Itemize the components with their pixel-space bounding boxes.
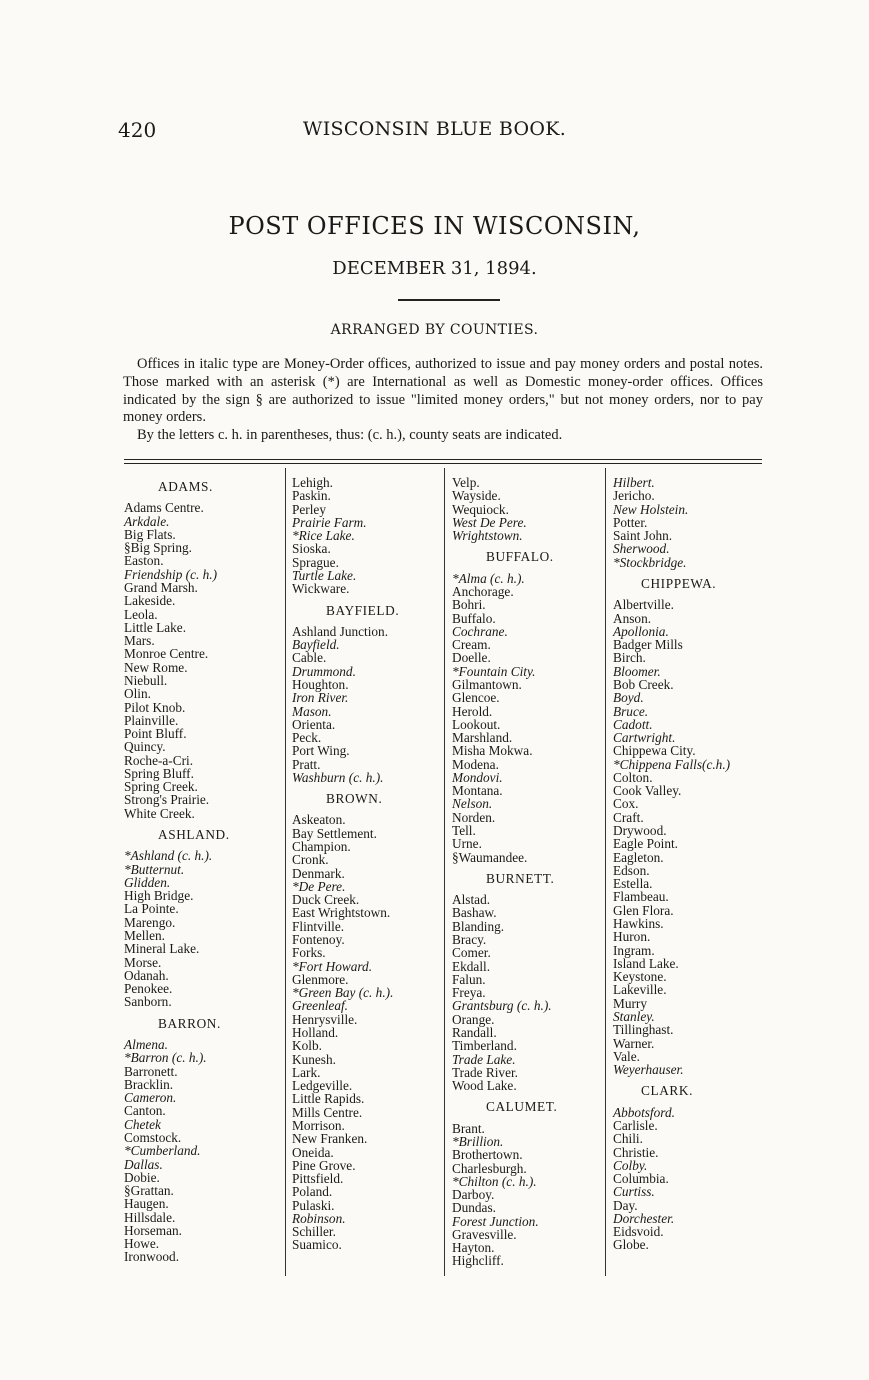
column-divider	[605, 468, 606, 1276]
post-office-entry: Murry	[613, 995, 647, 1011]
intro-paragraph: By the letters c. h. in parentheses, thus: (c. h.), county seats are indicated.	[137, 427, 563, 444]
post-office-entry: Hawkins.	[613, 916, 664, 931]
post-office-entry: Duck Creek.	[292, 892, 360, 908]
page-date: DECEMBER 31, 1894.	[332, 258, 537, 279]
post-office-entry: Bohri.	[452, 597, 486, 613]
post-office-entry: Trade River.	[452, 1064, 518, 1080]
post-office-entry: Pulaski.	[292, 1197, 335, 1213]
post-office-entry: §Big Spring.	[124, 540, 192, 556]
post-office-entry: Wrightstown.	[452, 528, 523, 544]
post-office-entry: Niebull.	[124, 672, 168, 688]
post-office-entry: Sanborn.	[124, 994, 172, 1010]
post-office-entry: Birch.	[613, 650, 646, 666]
post-office-entry: Greenleaf.	[292, 998, 348, 1014]
post-office-entry: Bay Settlement.	[292, 825, 377, 841]
post-office-entry: Brant.	[452, 1120, 485, 1136]
post-office-entry: Pittsfield.	[292, 1171, 344, 1187]
post-office-entry: Warner.	[613, 1035, 655, 1051]
post-office-entry: Little Lake.	[124, 619, 187, 635]
post-office-entry: Big Flats.	[124, 526, 176, 542]
post-office-entry: Weyerhauser.	[613, 1062, 684, 1078]
post-office-entry: Anson.	[613, 610, 652, 626]
post-office-entry: Point Bluff.	[124, 726, 187, 742]
post-office-entry: §Waumandee.	[452, 849, 528, 865]
post-office-entry: Apollonia.	[613, 623, 669, 639]
post-office-entry: Comstock.	[124, 1129, 182, 1145]
post-office-entry: Island Lake.	[613, 955, 679, 971]
post-office-entry: Mondovi.	[452, 769, 503, 785]
post-office-entry: Mills Centre.	[292, 1104, 363, 1120]
post-office-entry: Doelle.	[452, 650, 491, 666]
post-office-entry: Montana.	[452, 783, 503, 799]
post-office-entry: Badger Mills	[613, 637, 683, 653]
post-office-entry: Velp.	[452, 475, 480, 490]
post-office-entry: *De Pere.	[292, 878, 346, 894]
post-office-entry: Carlisle.	[613, 1117, 658, 1133]
post-office-entry: Roche-a-Cri.	[124, 752, 194, 768]
post-office-entry: Plainville.	[124, 712, 179, 728]
post-office-entry: Globe.	[613, 1237, 649, 1253]
post-office-entry: Eagle Point.	[613, 836, 678, 852]
post-office-entry: New Rome.	[124, 659, 188, 675]
post-office-entry: Blanding.	[452, 918, 505, 934]
post-office-entry: Haugen.	[124, 1196, 169, 1212]
intro-text	[123, 356, 763, 445]
post-office-entry: Lehigh.	[292, 475, 333, 490]
post-office-entry: Cadott.	[613, 716, 653, 732]
post-office-entry: Barronett.	[124, 1063, 178, 1079]
column-divider	[444, 468, 445, 1276]
post-office-entry: Vale.	[613, 1048, 640, 1064]
post-office-entry: Glidden.	[124, 874, 171, 890]
post-office-entry: Estella.	[613, 876, 653, 892]
post-office-entry: Bracklin.	[124, 1076, 174, 1092]
post-office-entry: Alstad.	[452, 892, 491, 908]
post-office-entry: Bloomer.	[613, 663, 661, 679]
post-office-entry: Curtiss.	[613, 1184, 655, 1200]
post-office-entry: Marshland.	[452, 730, 513, 746]
intro-paragraph: Offices in italic type are Money-Order offices, authorized to issue and pay money orders and postal notes. Those marked with an asterisk (*) are International as well as Domestic money-order offices. Offices indicated by the sign § are authorized to issue "limited money orders," but not money orders, nor to pay money orders.	[123, 356, 763, 426]
post-office-entry: Jericho.	[613, 488, 655, 504]
post-office-entry: Forest Junction.	[452, 1213, 539, 1229]
post-office-entry: Lakeville.	[613, 982, 667, 998]
post-office-entry: Bashaw.	[452, 905, 497, 921]
post-office-entry: Houghton.	[292, 676, 349, 692]
post-office-entry: East Wrightstown.	[292, 905, 391, 921]
post-office-entry: Askeaton.	[292, 812, 346, 828]
county-heading: BURNETT.	[486, 870, 555, 886]
post-office-entry: Darboy.	[452, 1187, 495, 1203]
post-office-entry: Dobie.	[124, 1169, 160, 1185]
post-office-entry: Herold.	[452, 703, 493, 719]
page-title: POST OFFICES IN WISCONSIN,	[228, 212, 641, 240]
post-office-entry: Ledgeville.	[292, 1078, 353, 1094]
post-office-entry: Keystone.	[613, 969, 667, 985]
post-office-entry: Denmark.	[292, 865, 345, 881]
post-office-entry: Flambeau.	[613, 889, 669, 905]
post-office-entry: Chili.	[613, 1131, 643, 1147]
post-office-entry: *Fort Howard.	[292, 958, 373, 974]
post-office-entry: Timberland.	[452, 1038, 517, 1054]
post-office-entry: *Chippena Falls(c.h.)	[613, 756, 731, 772]
post-office-entry: Washburn (c. h.).	[292, 769, 384, 785]
post-office-entry: Boyd.	[613, 690, 644, 706]
post-office-entry: Misha Mokwa.	[452, 743, 533, 759]
post-office-entry: Edson.	[613, 862, 650, 878]
post-office-entry: *Brillion.	[452, 1133, 504, 1149]
post-office-entry: Arkdale.	[124, 513, 170, 529]
post-office-entry: Lakeside.	[124, 593, 176, 609]
post-office-entry: Ekdall.	[452, 958, 491, 974]
post-office-entry: Grantsburg (c. h.).	[452, 998, 552, 1014]
column-2	[292, 476, 399, 1252]
post-office-entry: Freya.	[452, 985, 486, 1001]
post-office-entry: Bracy.	[452, 932, 487, 947]
post-office-entry: Henrysville.	[292, 1011, 358, 1027]
post-office-entry: Potter.	[613, 514, 648, 530]
post-office-entry: Abbotsford.	[613, 1104, 675, 1120]
post-office-entry: Leola.	[124, 606, 158, 622]
post-office-entry: Saint John.	[613, 528, 673, 544]
post-office-entry: *Alma (c. h.).	[452, 570, 525, 586]
post-office-entry: Orange.	[452, 1011, 495, 1027]
post-office-entry: Randall.	[452, 1024, 497, 1040]
column-4	[613, 476, 730, 1252]
post-office-entry: Sherwood.	[613, 541, 670, 557]
post-office-entry: Cronk.	[292, 852, 329, 868]
post-office-entry: Cartwright.	[613, 730, 676, 746]
post-office-entry: Drummond.	[292, 663, 356, 679]
post-office-entry: Canton.	[124, 1103, 166, 1119]
post-office-entry: Suamico.	[292, 1237, 342, 1253]
post-office-entry: Sioska.	[292, 541, 331, 557]
post-office-entry: Modena.	[452, 756, 499, 772]
post-office-entry: Columbia.	[613, 1171, 669, 1187]
post-office-entry: Eagleton.	[613, 849, 664, 865]
post-office-entry: Charlesburgh.	[452, 1160, 527, 1176]
post-office-entry: *Stockbridge.	[613, 554, 687, 570]
post-office-entry: Olin.	[124, 686, 151, 702]
post-office-entry: Gravesville.	[452, 1226, 517, 1242]
post-office-entry: Colton.	[613, 769, 653, 785]
post-office-entry: *Green Bay (c. h.).	[292, 985, 394, 1001]
post-office-entry: Comer.	[452, 945, 491, 961]
post-office-entry: *Barron (c. h.).	[124, 1050, 207, 1066]
post-office-entry: Mellen.	[124, 928, 165, 943]
post-office-entry: Dundas.	[452, 1200, 496, 1216]
post-office-entry: Nelson.	[452, 796, 493, 812]
post-office-entry: Cochrane.	[452, 623, 508, 639]
post-office-entry: Hayton.	[452, 1240, 495, 1256]
post-office-entry: Robinson.	[292, 1210, 346, 1226]
post-office-entry: White Creek.	[124, 805, 195, 821]
post-office-entry: Lark.	[292, 1064, 321, 1080]
post-office-entry: Easton.	[124, 553, 164, 569]
post-office-entry: Glen Flora.	[613, 902, 674, 918]
post-office-entry: Spring Bluff.	[124, 765, 194, 781]
column-divider	[285, 468, 286, 1276]
post-office-entry: Fontenoy.	[292, 932, 345, 947]
post-office-entry: Cox.	[613, 796, 639, 812]
post-office-entry: Paskin.	[292, 488, 331, 504]
post-office-entry: Peck.	[292, 730, 322, 746]
post-office-entry: Norden.	[452, 809, 496, 825]
post-office-entry: Eidsvoid.	[613, 1224, 664, 1240]
post-office-entry: Chippewa City.	[613, 743, 696, 759]
post-office-entry: Perley	[292, 501, 326, 517]
post-office-entry: La Pointe.	[124, 901, 179, 917]
post-office-entry: High Bridge.	[124, 888, 194, 904]
section-rule	[124, 459, 762, 460]
post-office-entry: *Ashland (c. h.).	[124, 848, 213, 864]
county-heading: BAYFIELD.	[326, 602, 400, 618]
post-office-entry: Ingram.	[613, 942, 655, 958]
post-office-entry: Strong's Prairie.	[124, 792, 210, 808]
column-3	[452, 476, 557, 1268]
post-office-entry: Schiller.	[292, 1224, 336, 1240]
post-office-entry: Cameron.	[124, 1090, 177, 1106]
post-office-entry: Holland.	[292, 1024, 339, 1040]
post-office-entry: *Butternut.	[124, 861, 185, 877]
post-office-entry: Bayfield.	[292, 637, 340, 653]
post-office-entry: Orienta.	[292, 716, 336, 732]
county-heading: BUFFALO.	[486, 549, 554, 565]
post-office-entry: §Grattan.	[124, 1183, 174, 1199]
post-office-entry: Cook Valley.	[613, 783, 682, 799]
post-office-entry: Morrison.	[292, 1117, 345, 1133]
post-office-entry: Drywood.	[613, 823, 667, 839]
post-office-entry: Pilot Knob.	[124, 699, 186, 715]
section-rule	[124, 463, 762, 464]
post-office-entry: Champion.	[292, 839, 351, 855]
post-office-entry: Craft.	[613, 809, 644, 825]
title-rule	[398, 299, 500, 301]
post-office-entry: Chetek	[124, 1116, 161, 1132]
post-office-entry: Glencoe.	[452, 690, 500, 706]
post-office-entry: Colby.	[613, 1157, 648, 1173]
post-office-entry: West De Pere.	[452, 514, 527, 530]
post-office-entry: Dorchester.	[613, 1210, 675, 1226]
post-office-entry: Wayside.	[452, 488, 501, 504]
post-office-entry: Mineral Lake.	[124, 941, 200, 957]
post-office-entry: Adams Centre.	[124, 500, 204, 516]
county-heading: CHIPPEWA.	[641, 575, 717, 591]
post-office-entry: Iron River.	[292, 690, 349, 706]
post-office-entry: Bruce.	[613, 703, 649, 719]
post-office-entry: Wequiock.	[452, 501, 509, 517]
post-office-entry: Prairie Farm.	[292, 514, 367, 530]
post-office-entry: Ashland Junction.	[292, 623, 389, 639]
column-1	[124, 476, 230, 1264]
post-office-entry: Ironwood.	[124, 1249, 180, 1265]
post-office-entry: Cable.	[292, 650, 327, 666]
post-office-entry: Falun.	[452, 971, 486, 987]
post-office-entry: Sprague.	[292, 554, 339, 570]
post-office-entry: Urne.	[452, 836, 482, 852]
post-office-entry: Spring Creek.	[124, 779, 198, 795]
post-office-entry: Anchorage.	[452, 583, 514, 599]
post-office-entry: Brothertown.	[452, 1147, 523, 1163]
county-heading: CLARK.	[641, 1083, 693, 1099]
county-heading: ADAMS.	[158, 479, 213, 494]
post-office-entry: Howe.	[124, 1236, 160, 1252]
post-office-entry: Turtle Lake.	[292, 567, 357, 583]
post-office-entry: Tell.	[452, 823, 476, 839]
post-office-entry: Lookout.	[452, 716, 501, 732]
post-office-entry: Almena.	[124, 1036, 168, 1052]
post-office-entry: New Holstein.	[613, 501, 689, 517]
post-office-entry: Kunesh.	[292, 1051, 336, 1067]
post-office-entry: Huron.	[613, 929, 651, 945]
post-office-entry: Tillinghast.	[613, 1022, 674, 1038]
post-office-entry: Wickware.	[292, 581, 350, 597]
post-office-entry: Highcliff.	[452, 1253, 504, 1269]
post-office-entry: *Cumberland.	[124, 1143, 201, 1159]
post-office-entry: Morse.	[124, 954, 162, 970]
post-office-entry: Poland.	[292, 1184, 333, 1200]
post-office-entry: Day.	[613, 1197, 638, 1213]
post-office-entry: Wood Lake.	[452, 1078, 517, 1094]
post-office-entry: Mars.	[124, 633, 155, 649]
post-office-entry: Bob Creek.	[613, 676, 674, 692]
post-office-entry: Quincy.	[124, 739, 166, 755]
county-heading: ASHLAND.	[158, 827, 230, 843]
post-office-entry: Kolb.	[292, 1038, 322, 1054]
post-office-entry: Penokee.	[124, 981, 173, 997]
post-office-entry: Mason.	[292, 703, 332, 719]
post-office-entry: Hilbert.	[613, 475, 655, 490]
post-office-entry: Christie.	[613, 1144, 659, 1160]
post-office-entry: *Chilton (c. h.).	[452, 1173, 537, 1189]
post-office-entry: Horseman.	[124, 1222, 182, 1238]
post-office-entry: Gilmantown.	[452, 676, 522, 692]
post-office-entry: Little Rapids.	[292, 1091, 365, 1107]
post-office-entry: Port Wing.	[292, 743, 350, 759]
post-office-entry: Odanah.	[124, 967, 169, 983]
post-office-entry: Flintville.	[292, 918, 345, 934]
post-office-entry: Pratt.	[292, 756, 321, 772]
post-office-entry: Albertville.	[613, 597, 674, 613]
post-office-entry: Grand Marsh.	[124, 579, 198, 595]
post-office-entry: Glenmore.	[292, 971, 349, 987]
post-office-entry: Marengo.	[124, 914, 176, 930]
post-office-entry: Buffalo.	[452, 610, 496, 626]
post-office-entry: *Fountain City.	[452, 663, 536, 679]
post-office-entry: Dallas.	[124, 1156, 163, 1172]
post-office-entry: Stanley.	[613, 1008, 655, 1024]
post-office-entry: Friendship (c. h.)	[124, 566, 218, 582]
post-office-entry: Monroe Centre.	[124, 646, 209, 662]
post-office-entry: Hillsdale.	[124, 1209, 176, 1225]
post-office-entry: Oneida.	[292, 1144, 334, 1160]
county-heading: CALUMET.	[486, 1099, 558, 1115]
post-office-entry: Trade Lake.	[452, 1051, 516, 1067]
running-title: WISCONSIN BLUE BOOK.	[302, 118, 567, 140]
page-number: 420	[118, 118, 157, 142]
subtitle: ARRANGED BY COUNTIES.	[330, 322, 539, 338]
county-heading: BARRON.	[158, 1015, 221, 1031]
post-office-entry: New Franken.	[292, 1131, 368, 1147]
post-office-entry: Pine Grove.	[292, 1157, 356, 1173]
post-office-entry: *Rice Lake.	[292, 528, 355, 544]
post-office-entry: Forks.	[292, 945, 326, 961]
county-heading: BROWN.	[326, 791, 383, 807]
post-office-entry: Cream.	[452, 637, 491, 653]
